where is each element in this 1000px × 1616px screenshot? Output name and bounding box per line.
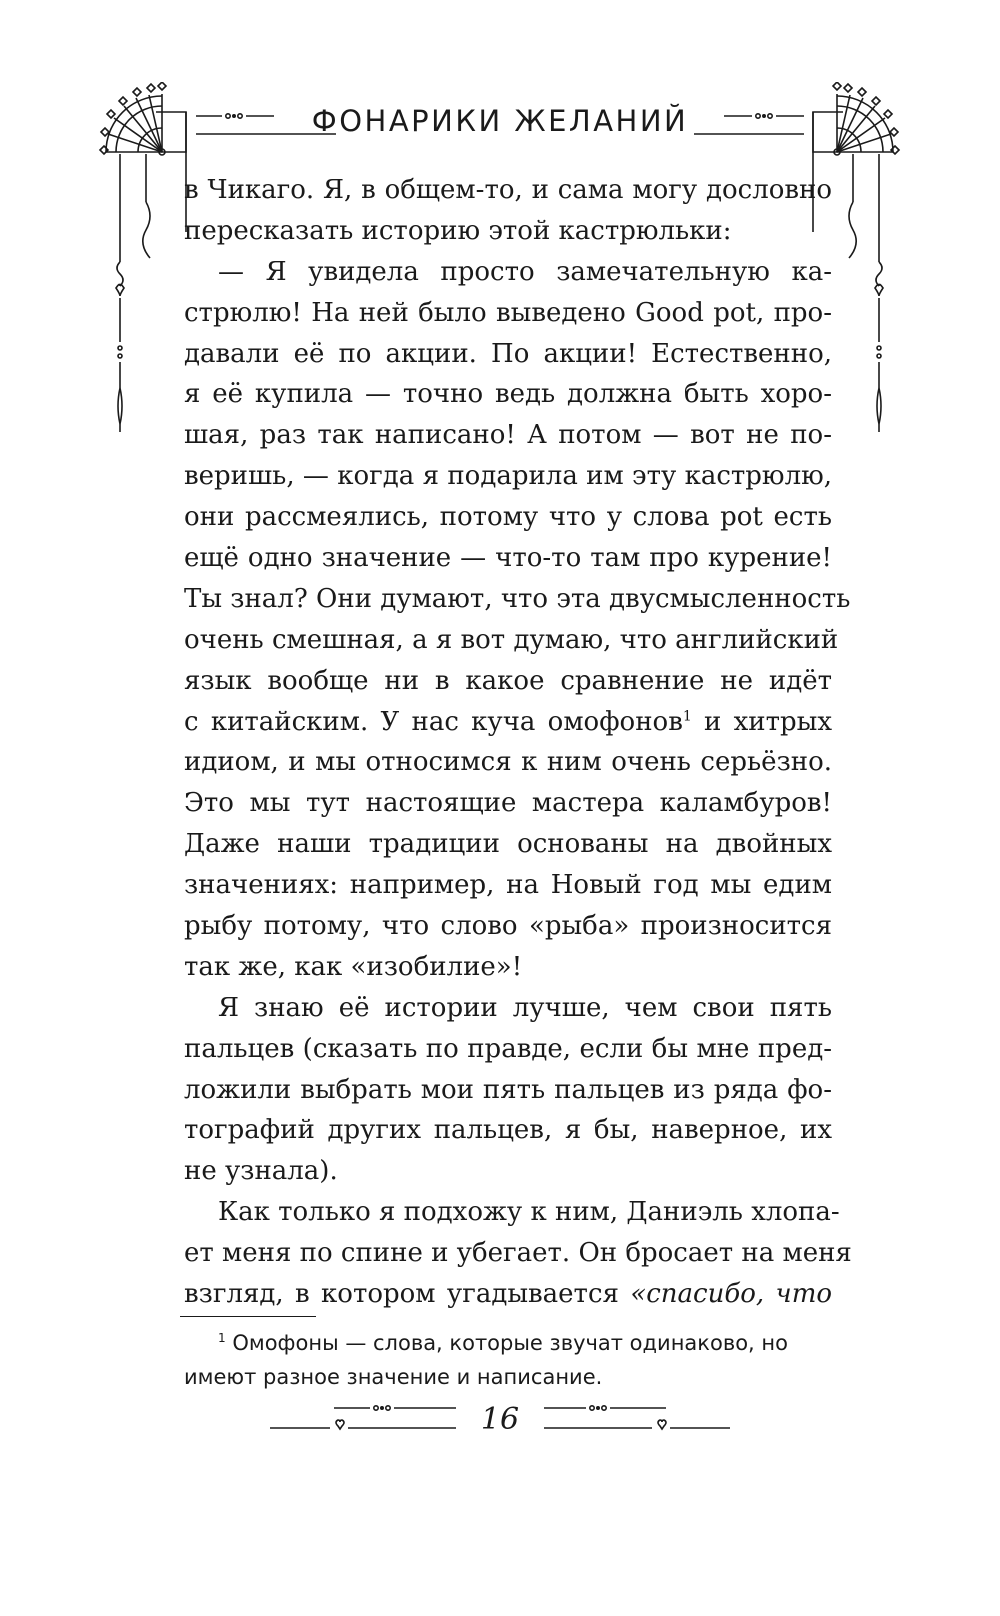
- text-line: Это мы тут настоящие мастера каламбуров!: [184, 788, 832, 819]
- text-line: стрюлю! На ней было выведено Good pot, про-: [184, 297, 832, 328]
- text-line: Я знаю её истории лучше, чем свои пять: [218, 992, 832, 1023]
- body-text: [184, 170, 852, 1315]
- footnote: [184, 1326, 832, 1394]
- text-line: я её купила — точно ведь должна быть хоро-: [184, 379, 832, 410]
- text-line: Даже наши традиции основаны на двойных: [184, 829, 832, 860]
- footnote-text: Омофоны — слова, которые звучат одинаково, но: [225, 1331, 788, 1355]
- heart-icon: [336, 1420, 344, 1429]
- text-line: значениях: например, на Новый год мы едим: [184, 870, 832, 901]
- text-line: тографий других пальцев, я бы, наверное, их: [184, 1115, 832, 1146]
- text-segment: и хитрых: [704, 706, 832, 737]
- text-line: идиом, и мы относимся к ним очень серьёзно.: [184, 747, 832, 778]
- text-line: очень смешная, а я вот думаю, что английский: [184, 624, 839, 655]
- italic-segment: «спасибо, что: [630, 1279, 832, 1310]
- footnote-rule: [180, 1316, 316, 1317]
- text-segment: с китайским. У нас куча омофонов: [184, 706, 683, 737]
- text-line: Как только я подхожу к ним, Даниэль хлопа-: [218, 1197, 840, 1228]
- footnote-line: [184, 1326, 832, 1360]
- text-line: ет меня по спине и убегает. Он бросает на меня: [184, 1238, 852, 1269]
- footnote-number: 1: [218, 1331, 226, 1345]
- text-line: ложили выбрать мои пять пальцев из ряда фо-: [184, 1074, 832, 1105]
- text-line-with-italic: [184, 1274, 832, 1315]
- text-line: шая, раз так написано! А потом — вот не по-: [184, 420, 832, 451]
- text-line: рыбу потому, что слово «рыба» произносится: [184, 911, 832, 942]
- text-line: ещё одно значение — что-то там про курение!: [184, 543, 832, 574]
- text-line: так же, как «изобилие»!: [184, 951, 523, 982]
- running-header-title: ФОНАРИКИ ЖЕЛАНИЙ: [311, 104, 689, 138]
- text-line: — Я увидела просто замечательную ка-: [218, 256, 832, 287]
- text-line: пересказать историю этой кастрюльки:: [184, 215, 732, 246]
- heart-icon: [658, 1420, 666, 1429]
- text-line: не узнала).: [184, 1156, 338, 1187]
- text-line: в Чикаго. Я, в общем-то, и сама могу дословно: [184, 175, 832, 205]
- text-line: язык вообще ни в какое сравнение не идёт: [184, 665, 832, 696]
- footnote-marker: 1: [682, 707, 692, 724]
- page-number: 16: [480, 1402, 520, 1437]
- text-line: давали её по акции. По акции! Естественно,: [184, 338, 832, 369]
- text-segment: взгляд, в котором угадывается: [184, 1279, 631, 1310]
- text-line-with-footnote: [184, 702, 832, 743]
- text-line: Ты знал? Они думают, что эта двусмысленность: [184, 583, 851, 614]
- text-line: пальцев (сказать по правде, если бы мне пред-: [184, 1033, 832, 1064]
- text-line: они рассмеялись, потому что у слова pot есть: [184, 502, 832, 533]
- text-line: веришь, — когда я подарила им эту кастрюлю,: [184, 461, 832, 492]
- footnote-line: имеют разное значение и написание.: [184, 1365, 603, 1389]
